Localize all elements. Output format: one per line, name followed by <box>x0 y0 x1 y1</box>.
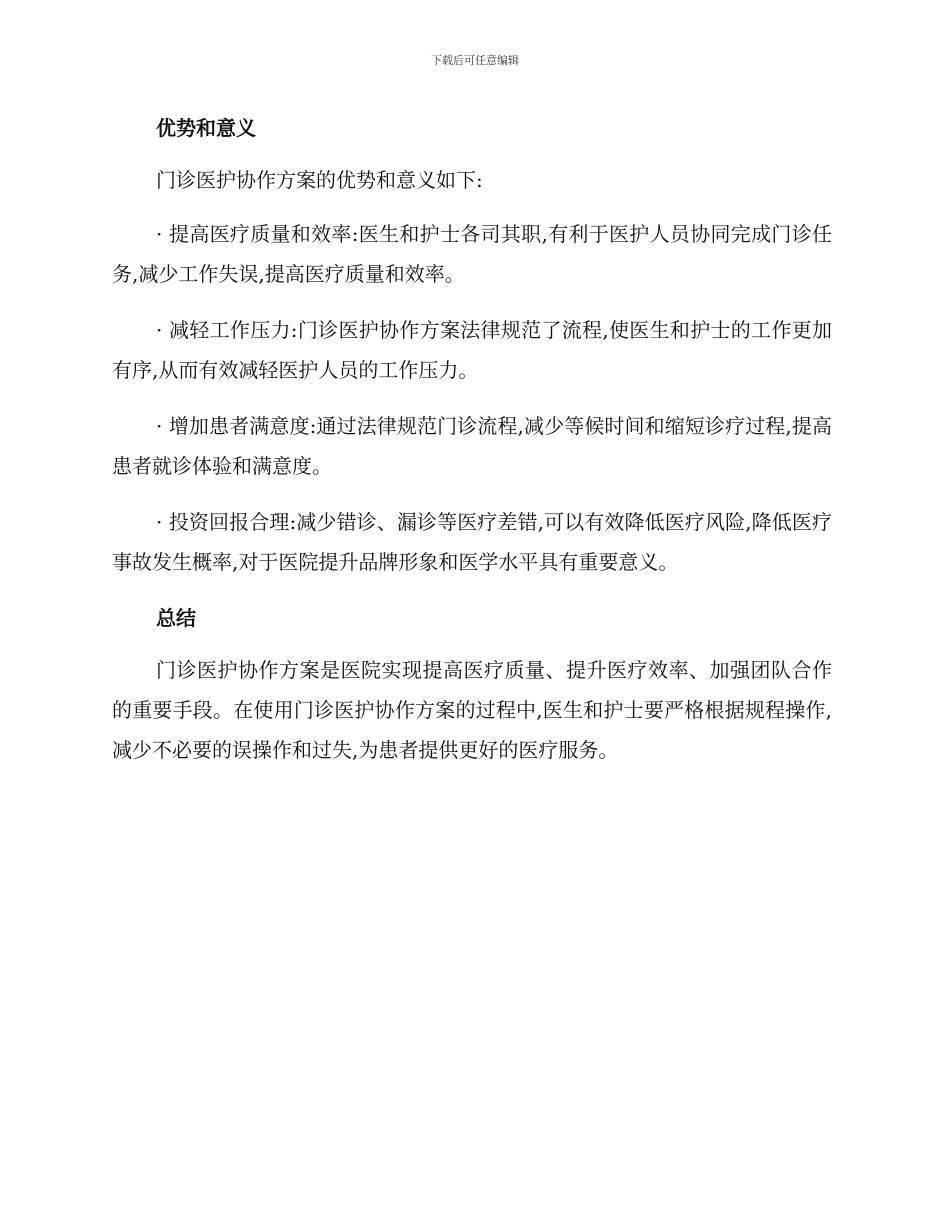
advantage-item-roi: · 投资回报合理:减少错诊、漏诊等医疗差错,可以有效降低医疗风险,降低医疗事故发生概率,对于医院提升品牌形象和医学水平具有重要意义。 <box>112 510 832 574</box>
section-heading-summary: 总结 <box>156 606 196 630</box>
advantage-item-satisfaction: · 增加患者满意度:通过法律规范门诊流程,减少等候时间和缩短诊疗过程,提高患者就诊体验和满意度。 <box>112 414 832 478</box>
summary-paragraph: 门诊医护协作方案是医院实现提高医疗质量、提升医疗效率、加强团队合作的重要手段。在使用门诊医护协作方案的过程中,医生和护士要严格根据规程操作,减少不必要的误操作和过失,为患者提供更好的医疗服务。 <box>112 658 832 762</box>
section-heading-advantages: 优势和意义 <box>156 116 256 140</box>
document-body <box>112 108 832 786</box>
advantage-item-pressure: · 减轻工作压力:门诊医护协作方案法律规范了流程,使医生和护士的工作更加有序,从而有效减轻医护人员的工作压力。 <box>112 318 832 382</box>
page-header-note: 下载后可任意编辑 <box>431 54 519 67</box>
advantages-intro: 门诊医护协作方案的优势和意义如下: <box>156 168 483 192</box>
advantage-item-quality: · 提高医疗质量和效率:医生和护士各司其职,有利于医护人员协同完成门诊任务,减少工作失误,提高医疗质量和效率。 <box>112 222 832 286</box>
